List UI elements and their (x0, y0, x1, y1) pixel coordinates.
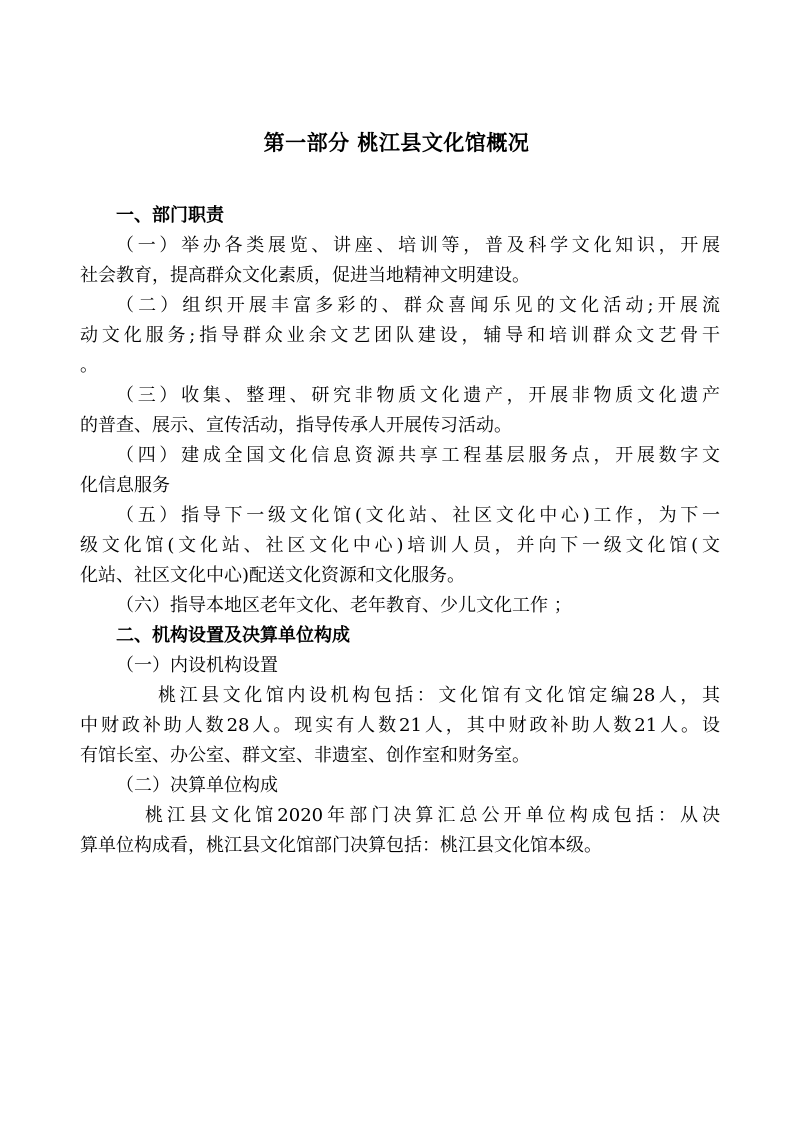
paragraph-line: （三）收集、整理、研究非物质文化遗产，开展非物质文化遗产 (116, 385, 720, 406)
paragraph-line: 级文化馆(文化站、社区文化中心)培训人员，并向下一级文化馆(文 (80, 535, 720, 556)
page-title: 第一部分 桃江县文化馆概况 (263, 131, 530, 155)
subsection-heading-internal: （一）内设机构设置 (116, 655, 278, 676)
paragraph-line: 桃江县文化馆内设机构包括：文化馆有文化馆定编28人，其 (158, 685, 720, 706)
paragraph-line: 算单位构成看，桃江县文化馆部门决算包括：桃江县文化馆本级。 (80, 835, 602, 856)
paragraph-line: 社会教育，提高群众文化素质，促进当地精神文明建设。 (80, 265, 530, 286)
paragraph-line: （四）建成全国文化信息资源共享工程基层服务点，开展数字文 (116, 445, 720, 466)
paragraph-line: （六）指导本地区老年文化、老年教育、少儿文化工作 ； (116, 595, 572, 616)
paragraph-line: 化信息服务 (80, 475, 170, 496)
section-heading-duties: 一、部门职责 (116, 205, 224, 226)
paragraph-line: 有馆长室、办公室、群文室、非遗室、创作室和财务室。 (80, 745, 530, 766)
paragraph-line: 桃江县文化馆2020年部门决算汇总公开单位构成包括：从决 (145, 805, 720, 826)
paragraph-line: （二）组织开展丰富多彩的、群众喜闻乐见的文化活动;开展流 (116, 295, 720, 316)
paragraph-line: 。 (80, 355, 98, 376)
paragraph-line: 动文化服务;指导群众业余文艺团队建设，辅导和培训群众文艺骨干 (80, 325, 720, 346)
subsection-heading-units: （二）决算单位构成 (116, 775, 278, 796)
paragraph-line: 化站、社区文化中心)配送文化资源和文化服务。 (80, 565, 466, 586)
paragraph-line: 中财政补助人数28人。现实有人数21人，其中财政补助人数21人。设 (80, 715, 720, 736)
section-heading-structure: 二、机构设置及决算单位构成 (116, 625, 350, 646)
paragraph-line: （一）举办各类展览、讲座、培训等，普及科学文化知识，开展 (116, 235, 720, 256)
paragraph-line: （五）指导下一级文化馆(文化站、社区文化中心)工作，为下一 (116, 505, 720, 526)
paragraph-line: 的普查、展示、宣传活动，指导传承人开展传习活动。 (80, 415, 512, 436)
